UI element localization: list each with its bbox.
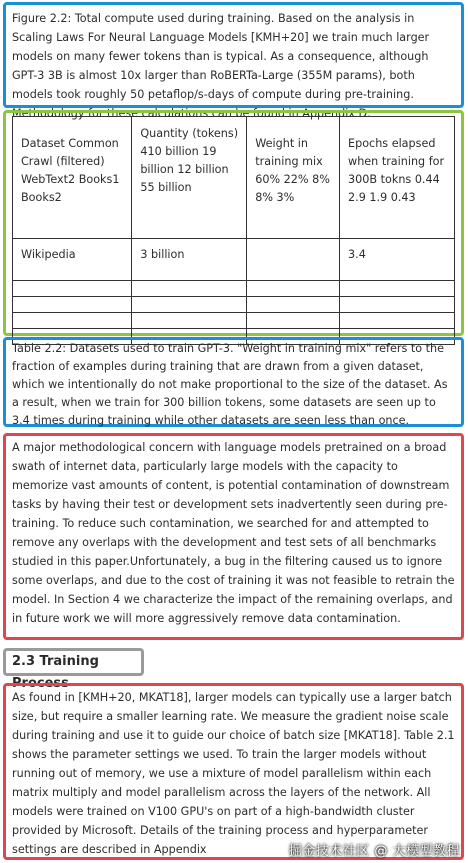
table-cell: 3.4 (340, 239, 455, 281)
table-cell: Quantity (tokens) 410 billion 19 billion 12 billion 55 billion (132, 117, 247, 239)
table-row-empty (13, 281, 455, 297)
contamination-paragraph-box (3, 433, 464, 640)
dataset-table (12, 116, 455, 345)
table-cell: Dataset Common Crawl (filtered) WebText2 Books1 Books2 (13, 117, 132, 239)
table-caption: Table 2.2: Datasets used to train GPT-3. "Weight in training mix" refers to the fraction of examples during training that are drawn from a given dataset, which we intentionally do not make proportional to the size of the dataset. As a result, when we train for 300 billion tokens, some datasets are seen up to 3.4 times during training while other datasets are seen less than once. (12, 342, 448, 427)
figure-caption: Figure 2.2: Total compute used during training. Based on the analysis in Scaling Laws For Neural Language Models [KMH+20] we train much larger models on many fewer tokens than is typical. As a consequence, although GPT-3 3B is almost 10x larger than RoBERTa-Large (355M params), both models took roughly 50 petaflop/s-days of compute during pre-training. Methodology for these calculations can be found in Appendix D. (12, 12, 430, 120)
figure-caption-box (3, 2, 464, 120)
table-row (13, 239, 455, 281)
table-header-row (13, 117, 455, 239)
table-cell: Wikipedia (13, 239, 132, 281)
training-paragraph: As found in [KMH+20, MKAT18], larger models can typically use a larger batch size, but require a smaller learning rate. We measure the gradient noise scale during training and use it to guide our choice of batch size [MKAT18]. Table 2.1 shows the parameter settings we used. To train the larger models without running out of memory, we use a mixture of model parallelism within each matrix multiply and model parallelism across the layers of the network. All models were trained on V100 GPU's on part of a high-bandwidth cluster provided by Microsoft. Details of the training process and hyperparameter settings are described in Appendix (12, 691, 455, 856)
section-heading-box (3, 648, 144, 691)
table-cell: Epochs elapsed when training for 300B tokns 0.44 2.9 1.9 0.43 (340, 117, 455, 239)
section-heading: 2.3 Training Process (12, 654, 99, 691)
watermark: 掘金技术社区 @ 大模型教程 (288, 844, 460, 859)
table-cell: 3 billion (132, 239, 247, 281)
training-paragraph-box (3, 683, 464, 860)
table-row-empty (13, 297, 455, 313)
dataset-table-box (3, 110, 464, 336)
table-caption-box (3, 337, 464, 427)
table-cell (247, 239, 340, 281)
table-cell: Weight in training mix 60% 22% 8% 8% 3% (247, 117, 340, 239)
table-row-empty (13, 313, 455, 329)
contamination-paragraph: A major methodological concern with language models pretrained on a broad swath of internet data, particularly large models with the capacity to memorize vast amounts of content, is potential contamination of downstream tasks by having their test or development sets inadvertently seen during pre-training. To reduce such contamination, we searched for and attempted to remove any overlaps with the development and test sets of all benchmarks studied in this paper.Unfortunately, a bug in the filtering caused us to ignore some overlaps, and due to the cost of training it was not feasible to retrain the model. In Section 4 we characterize the impact of the remaining overlaps, and in future work we will more aggressively remove data contamination. (12, 441, 455, 625)
